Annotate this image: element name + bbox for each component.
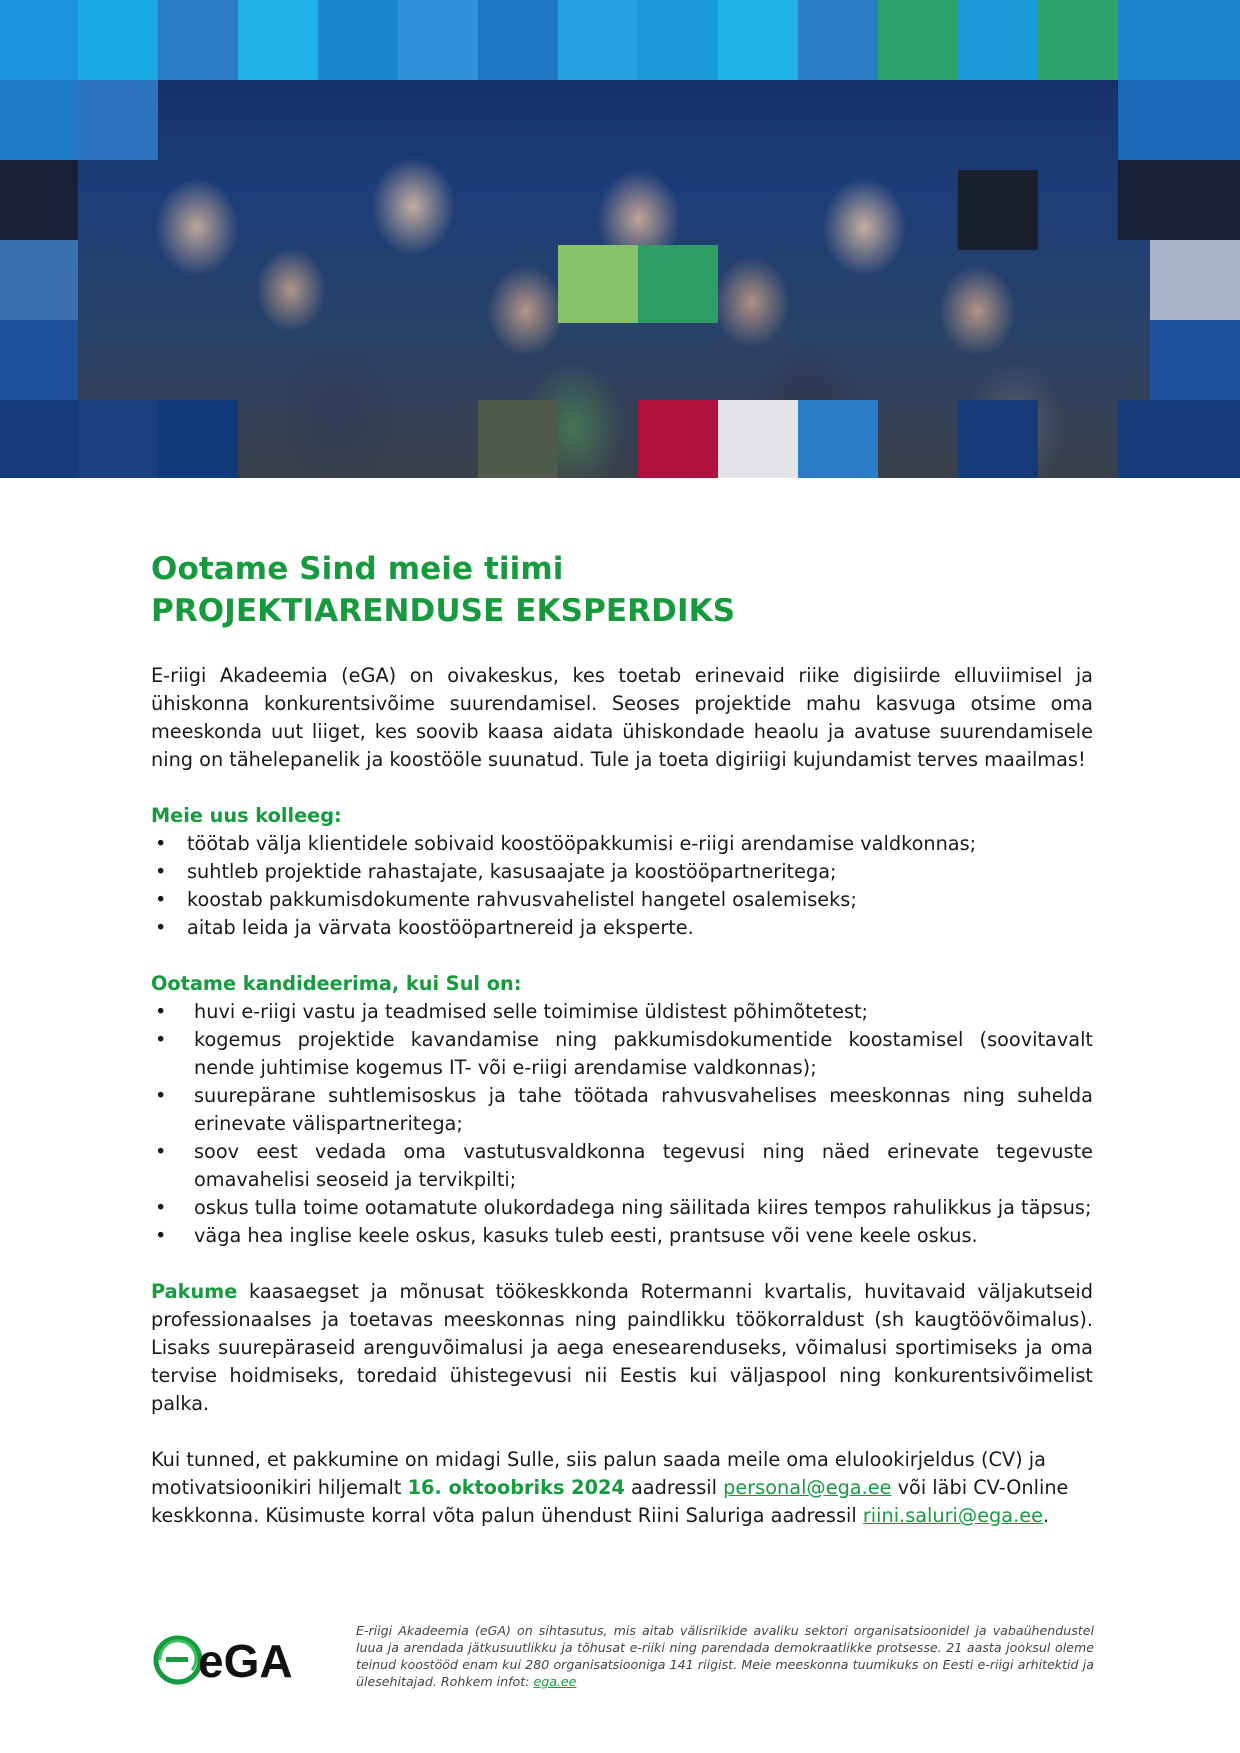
section-new-colleague-title: Meie uus kolleeg:: [151, 804, 342, 827]
job-ad-content: [151, 548, 1093, 1530]
intro-paragraph: E-riigi Akadeemia (eGA) on oivakeskus, kes toetab erinevaid riike digisiirde elluviimisel ja ühiskonna konkurentsivõime suurendamisel. Seoses projektide mahu kasvuga otsime oma meeskonda uut liiget, kes soovib kaasa aidata ühiskondade heaolu ja avatuse suurendamisele ning on tähelepanelik ja koostööle suunatud. Tule ja toeta digiriigi kujundamist terves maailmas!: [151, 664, 1093, 771]
section-requirements-list: [151, 998, 1093, 1250]
offer-text: kaasaegset ja mõnusat töökeskkonda Rotermanni kvartalis, huvitavaid väljakutseid professionaalses ja toetavas meeskonnas ning paindlikku töökorraldust (sh kaugtöövõimalus). Lisaks suurepäraseid arenguvõimalusi ja aega enesearenduseks, võimalusi sportimiseks ja oma tervise hoidmiseks, toredaid ühistegevusi nii Eestis kui väljaspool ning konkurentsivõimelist palka.: [151, 1280, 1093, 1415]
hero-tile: [1118, 160, 1240, 240]
list-item: • suurepärane suhtlemisoskus ja tahe töötada rahvusvahelises meeskonnas ning suhelda erinevate välispartneritega;: [155, 1084, 1093, 1135]
hero-tile: [0, 80, 78, 160]
hero-tile: [1150, 320, 1240, 400]
deadline: 16. oktoobriks 2024: [407, 1476, 625, 1499]
hero-tile: [1118, 400, 1240, 478]
section-new-colleague-list: [151, 830, 1093, 942]
ega-logo: [152, 1630, 332, 1690]
hero-tile: [1118, 0, 1240, 80]
hero-tile: [798, 400, 878, 478]
hero-tile: [558, 245, 638, 323]
hero-tile: [1150, 240, 1240, 320]
hero-tile: [78, 80, 158, 160]
hero-tile: [0, 0, 78, 80]
footer-description: E-riigi Akadeemia (eGA) on sihtasutus, mis aitab välisriikide avaliku sektori organisatsioonidel ja vabaühendustel luua ja arendada jätkusuutlikku ja tõhusat e-riiki ning parendada demokraatlikke protsesse. 21 aasta jooksul oleme teinud koostööd enam kui 280 organisatsiooniga 141 riigist. Meie meeskonna tuumikuks on Eesti e-riigi arhitektid ja ülesehitajad. Rohkem infot: ega.ee: [356, 1623, 1094, 1689]
list-item: • kogemus projektide kavandamise ning pakkumisdokumentide koostamisel (soovitavalt nende juhtimise kogemus IT- või e-riigi arendamise valdkonnas);: [155, 1028, 1093, 1079]
offer-paragraph: [151, 1278, 1093, 1418]
apply-text: või läbi CV-Online keskkonna. Küsimuste korral võta palun ühendust Riini Saluriga aadressil: [151, 1476, 1069, 1527]
hero-tile: [958, 400, 1038, 478]
hero-tile: [0, 160, 78, 240]
hero-tile: [0, 240, 78, 320]
email-link-personal[interactable]: personal@ega.ee: [723, 1476, 892, 1499]
hero-tile: [78, 0, 158, 80]
list-item: • oskus tulla toime ootamatute olukordadega ning säilitada kiires tempos rahulikkus ja täpsus;: [155, 1196, 1092, 1219]
offer-lead: Pakume: [151, 1280, 238, 1303]
email-link-contact[interactable]: riini.saluri@ega.ee: [862, 1504, 1043, 1527]
apply-text: Kui tunned, et pakkumine on midagi Sulle, siis palun saada meile oma elulookirjeldus (CV) ja motivatsioonikiri hiljemalt: [151, 1448, 1046, 1499]
headline: [151, 548, 1093, 632]
hero-banner: [0, 0, 1240, 478]
hero-tile: [958, 170, 1038, 250]
hero-tile: [0, 400, 78, 478]
hero-tile: [478, 400, 558, 478]
hero-tile: [0, 320, 78, 400]
list-item: • soov eest vedada oma vastutusvaldkonna tegevusi ning näed erinevate tegevuste omavahelisi seoseid ja tervikpilti;: [155, 1140, 1093, 1191]
hero-tile: [718, 400, 798, 478]
section-new-colleague: [151, 802, 1093, 942]
list-item: • suhtleb projektide rahastajate, kasusaajate ja koostööpartneritega;: [155, 860, 837, 883]
hero-tile: [638, 400, 718, 478]
list-item: • koostab pakkumisdokumente rahvusvahelistel hangetel osalemiseks;: [155, 888, 857, 911]
apply-paragraph: [151, 1446, 1093, 1530]
hero-tile: [78, 400, 158, 478]
headline-line-1: Ootame Sind meie tiimi: [151, 551, 564, 587]
hero-tile: [1118, 80, 1240, 160]
apply-text: aadressil: [624, 1476, 724, 1499]
footer-link[interactable]: ega.ee: [533, 1674, 577, 1689]
list-item: • aitab leida ja värvata koostööpartnereid ja eksperte.: [155, 916, 694, 939]
ega-logo-text: eGA: [198, 1635, 293, 1687]
ega-logo-mark: [152, 1630, 332, 1690]
section-requirements-title: Ootame kandideerima, kui Sul on:: [151, 972, 522, 995]
list-item: • töötab välja klientidele sobivaid koostööpakkumisi e-riigi arendamise valdkonnas;: [155, 832, 977, 855]
section-requirements: [151, 970, 1093, 1250]
hero-tile: [158, 400, 238, 478]
list-item: • huvi e-riigi vastu ja teadmised selle toimimise üldistest põhimõtetest;: [155, 1000, 869, 1023]
list-item: • väga hea inglise keele oskus, kasuks tuleb eesti, prantsuse või vene keele oskus.: [155, 1224, 978, 1247]
headline-line-2: PROJEKTIARENDUSE EKSPERDIKS: [151, 593, 736, 629]
apply-text: .: [1042, 1504, 1050, 1527]
hero-tile: [638, 245, 718, 323]
